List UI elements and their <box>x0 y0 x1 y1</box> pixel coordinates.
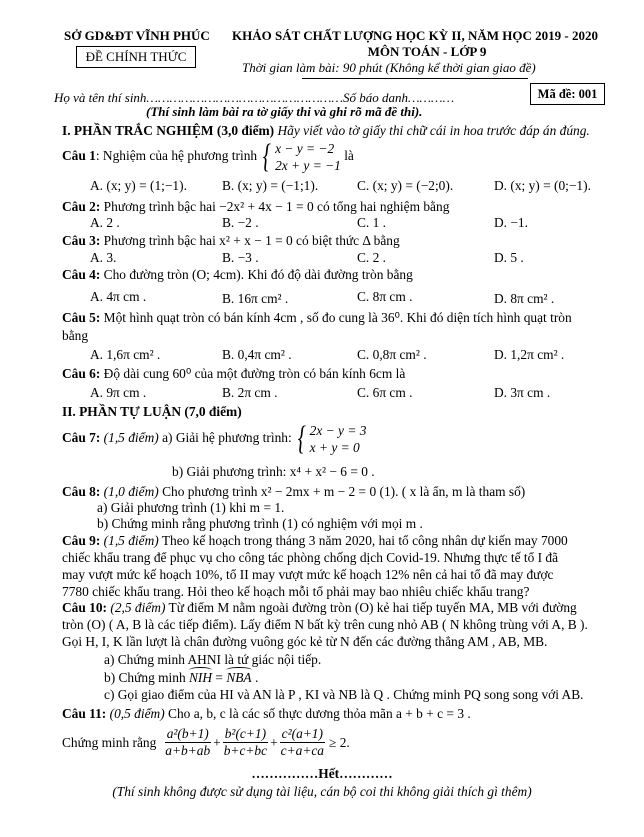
question-1 <box>62 140 354 174</box>
equation-system: { 2x − y = 3 x + y = 0 <box>297 420 367 457</box>
question-text: Cho a, b, c là các số thực dương thỏa mãn a + b + c = 3 . <box>164 706 471 721</box>
end-marker: ……………Hết………… <box>251 766 393 781</box>
option-a: A. (x; y) = (1;−1). <box>90 178 187 193</box>
numerator: c²(a+1) <box>281 726 323 741</box>
option-b: B. (x; y) = (−1;1). <box>222 178 319 193</box>
question-9-line: chiếc khẩu trang để phục vụ cho công tác phòng chống dịch Covid-19. Nhưng thực tế tổ I đã <box>62 550 559 565</box>
denominator: c+a+ca <box>280 743 324 758</box>
exam-code: Mã đề: 001 <box>530 83 605 105</box>
part1-title: I. PHẦN TRẮC NGHIỆM (3,0 điểm) <box>62 123 275 138</box>
question-text: Phương trình bậc hai −2x² + 4x − 1 = 0 có tổng hai nghiệm bằng <box>100 199 450 214</box>
question-text: : Nghiệm của hệ phương trình <box>95 148 258 164</box>
option-b: B. −2 . <box>222 215 259 230</box>
plus-sign: + <box>213 734 221 750</box>
option-a: A. 9π cm . <box>90 385 147 400</box>
option-a: A. 3. <box>90 250 117 265</box>
numerator: a²(b+1) <box>166 726 209 741</box>
equation: x + y = 0 <box>309 440 360 455</box>
question-points: (1,5 điểm) <box>100 533 159 548</box>
question-11-inequality <box>62 726 350 759</box>
question-10c: c) Gọi giao điểm của HI và AN là P , KI và NB là Q . Chứng minh PQ song song với AB. <box>104 687 584 702</box>
question-points: (2,5 điểm) <box>107 600 166 615</box>
equation: 2x + y = −1 <box>275 158 341 173</box>
option-b: B. 16π cm² . <box>222 291 289 306</box>
question-10a: a) Chứng minh AHNI là tứ giác nội tiếp. <box>104 652 322 667</box>
text: b) Chứng minh <box>104 670 189 685</box>
question-text: Một hình quạt tròn có bán kính 4cm , số đo cung là 36⁰. Khi đó diện tích hình quạt tròn <box>100 310 572 325</box>
option-c: C. 8π cm . <box>357 289 413 304</box>
student-info-line: Họ và tên thí sinh……………………………………………Số báo danh………… <box>54 90 455 105</box>
question-label: Câu 2: <box>62 199 101 214</box>
question-9-line: may vượt mức kế hoạch 10%, tổ II may vượt mức kế hoạch 12% nên cả hai tổ đã may được <box>62 567 554 582</box>
option-d: D. (x; y) = (0;−1). <box>494 178 591 193</box>
question-label: Câu 10: <box>62 600 108 615</box>
question-points: (1,5 điểm) <box>100 430 159 446</box>
question-10 <box>62 600 577 616</box>
equation: x − y = −2 <box>275 141 335 156</box>
question-10-line: tròn (O) ( A, B là các tiếp điểm). Lấy điểm N bất kỳ trên cung nhỏ AB ( N không trùng với A, B ). <box>62 617 588 632</box>
question-3 <box>62 233 400 249</box>
equals: = <box>212 670 227 685</box>
question-8 <box>62 484 525 500</box>
footer-note: (Thí sinh không được sử dụng tài liệu, cán bộ coi thi không giải thích gì thêm) <box>112 784 532 799</box>
equation-system: { x − y = −2 2x + y = −1 <box>263 138 341 175</box>
question-label: Câu 6: <box>62 366 101 381</box>
question-text: Theo kế hoạch trong tháng 3 năm 2020, hai tổ công nhân dự kiến may 7000 <box>158 533 568 548</box>
question-text-tail: là <box>344 148 354 164</box>
question-11 <box>62 706 471 722</box>
question-5-continued: bằng <box>62 328 89 343</box>
option-d: D. 5 . <box>494 250 524 265</box>
question-text: Cho phương trình x² − 2mx + m − 2 = 0 (1). ( x là ẩn, m là tham số) <box>158 484 526 499</box>
plus-sign: + <box>270 734 278 750</box>
option-d: D. 1,2π cm² . <box>494 347 565 362</box>
option-c: C. 2 . <box>357 250 387 265</box>
option-a: A. 4π cm . <box>90 289 147 304</box>
option-d: D. 3π cm . <box>494 385 551 400</box>
option-a: A. 1,6π cm² . <box>90 347 161 362</box>
equation: 2x − y = 3 <box>309 423 367 438</box>
option-b: B. 0,4π cm² . <box>222 347 292 362</box>
question-7 <box>62 422 366 456</box>
question-label: Câu 11: <box>62 706 107 721</box>
exam-time: Thời gian làm bài: 90 phút (Không kể thời gian giao đề) <box>242 60 536 75</box>
question-6 <box>62 366 405 382</box>
option-b: B. 2π cm . <box>222 385 278 400</box>
question-10-line: Gọi H, I, K lần lượt là chân đường vuông góc kẻ từ N đến các đường thẳng AM , AB, MB. <box>62 634 548 649</box>
question-text: Từ điểm M nằm ngoài đường tròn (O) kẻ hai tiếp tuyến MA, MB với đường <box>165 600 577 615</box>
question-10b <box>104 670 258 686</box>
instruction: (Thí sinh làm bài ra tờ giấy thi và ghi rõ mã đề thi). <box>146 104 423 119</box>
question-2 <box>62 199 449 215</box>
header-underline <box>302 78 528 79</box>
question-points: (0,5 điểm) <box>106 706 165 721</box>
prove-label: Chứng minh rằng <box>62 734 157 750</box>
question-label: Câu 7: <box>62 430 101 446</box>
question-text: Độ dài cung 60⁰ của một đường tròn có bán kính 6cm là <box>100 366 406 381</box>
option-c: C. 6π cm . <box>357 385 413 400</box>
question-5 <box>62 310 572 326</box>
option-a: A. 2 . <box>90 215 120 230</box>
inequality-tail: ≥ 2. <box>329 734 350 750</box>
question-text: Phương trình bậc hai x² + x − 1 = 0 có biệt thức Δ bằng <box>100 233 400 248</box>
angle-nba: NBA <box>226 670 252 685</box>
question-label: Câu 5: <box>62 310 101 325</box>
question-9-line: 7780 chiếc khẩu trang. Hỏi theo kế hoạch mỗi tổ phải may bao nhiêu chiếc khẩu trang? <box>62 584 530 599</box>
text: . <box>251 670 259 685</box>
question-text: Cho đường tròn (O; 4cm). Khi đó độ dài đường tròn bằng <box>100 267 413 282</box>
option-c: C. 0,8π cm² . <box>357 347 427 362</box>
option-d: D. −1. <box>494 215 528 230</box>
option-c: C. (x; y) = (−2;0). <box>357 178 454 193</box>
question-label: Câu 8: <box>62 484 101 499</box>
denominator: b+c+bc <box>223 743 268 758</box>
exam-subject: MÔN TOÁN - LỚP 9 <box>367 44 487 59</box>
exam-title: KHẢO SÁT CHẤT LƯỢNG HỌC KỲ II, NĂM HỌC 2019 - 2020 <box>232 28 598 43</box>
official-label: ĐỀ CHÍNH THỨC <box>76 46 196 68</box>
numerator: b²(c+1) <box>224 726 267 741</box>
angle-nih: NIH <box>189 670 213 685</box>
question-label: Câu 4: <box>62 267 101 282</box>
part1-note: Hãy viết vào tờ giấy thi chữ cái in hoa trước đáp án đúng. <box>274 123 590 138</box>
question-7b: b) Giải phương trình: x⁴ + x² − 6 = 0 . <box>172 464 375 479</box>
part2-title: II. PHẦN TỰ LUẬN (7,0 điểm) <box>62 404 242 419</box>
fraction <box>163 726 212 759</box>
fraction <box>222 726 269 759</box>
question-4 <box>62 267 413 283</box>
question-label: Câu 1 <box>62 148 96 164</box>
question-8a: a) Giải phương trình (1) khi m = 1. <box>97 500 285 515</box>
question-9 <box>62 533 568 549</box>
question-label: Câu 3: <box>62 233 101 248</box>
question-7a: a) Giải hệ phương trình: <box>158 430 292 446</box>
option-c: C. 1 . <box>357 215 387 230</box>
question-label: Câu 9: <box>62 533 101 548</box>
department: SỞ GD&ĐT VĨNH PHÚC <box>64 28 210 43</box>
part1-heading <box>62 123 590 139</box>
option-b: B. −3 . <box>222 250 259 265</box>
denominator: a+b+ab <box>165 743 211 758</box>
question-8b: b) Chứng minh rằng phương trình (1) có nghiệm với mọi m . <box>97 516 423 531</box>
option-d: D. 8π cm² . <box>494 291 555 306</box>
fraction <box>279 726 326 759</box>
question-points: (1,0 điểm) <box>100 484 159 499</box>
